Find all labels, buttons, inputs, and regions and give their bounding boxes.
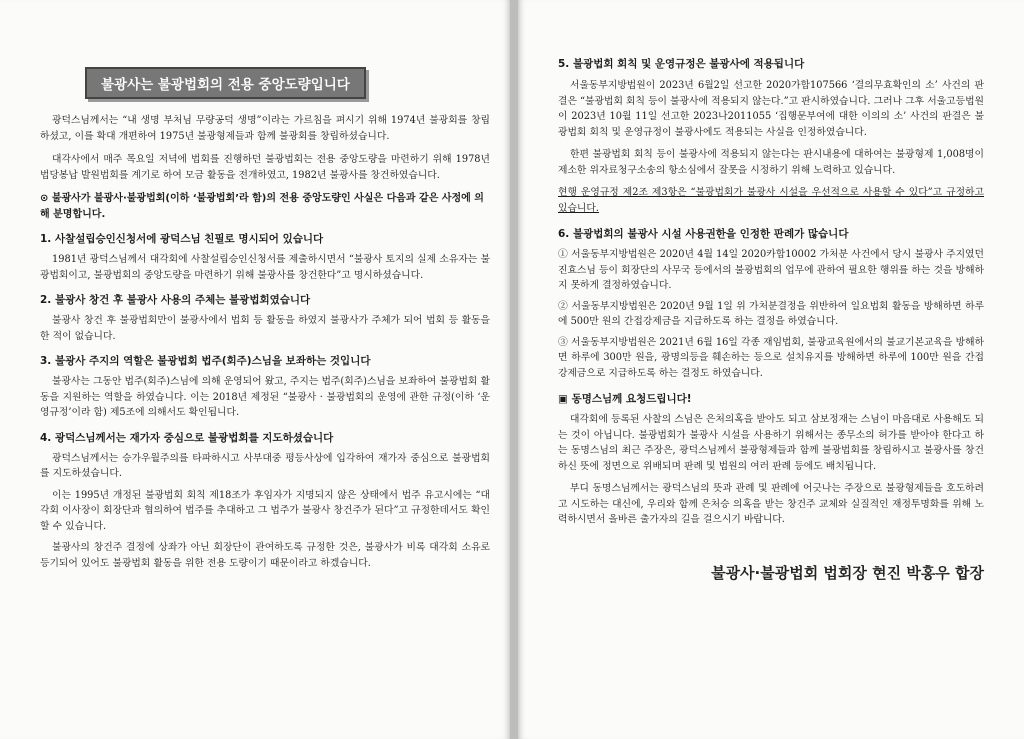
section-6-item-1: ① 서울동부지방법원은 2020년 4월 14일 2020카합10002 가처분 사건에서 당시 불광사 주지였던 진효스님 등이 회장단의 사무국 등에서의 불광법회의 업무에 관하여 필요한 행위를 하는 것을 방해하지 못하게 결정하였습니다. bbox=[558, 249, 984, 291]
paragraph-intro-1: 광덕스님께서는 “내 생명 부처님 무량공덕 생명”이라는 가르침을 펴시기 위해 1974년 불광회를 창립하셨고, 이를 확대 개편하여 1975년 불광형제들과 함께 불광회를 창립하셨습니다. bbox=[40, 115, 490, 142]
section-5-body-3: 현행 운영규정 제2조 제3항은 “불광법회가 불광사 시설을 우선적으로 사용할 수 있다”고 규정하고 있습니다. bbox=[558, 187, 984, 214]
section-4-body-3: 불광사의 창건주 결정에 상좌가 아닌 회장단이 관여하도록 규정한 것은, 불광사가 비록 대각회 소유로 등기되어 있어도 불광법회 활동을 위한 전용 도량이기 때문이라고 하겠습니다. bbox=[40, 542, 490, 569]
paragraph-intro-2: 대각사에서 매주 목요일 저녁에 법회를 진행하던 불광법회는 전용 중앙도량을 마련하기 위해 1978년 법당봉납 발원법회를 계기로 하여 모금 활동을 전개하였고, 1982년 불광사를 창건하였습니다. bbox=[40, 154, 490, 181]
section-3-heading: 3. 불광사 주지의 역할은 불광법회 법주(회주)스님을 보좌하는 것입니다 bbox=[40, 355, 371, 367]
section-4-body-1: 광덕스님께서는 승가우월주의를 타파하시고 사부대중 평등사상에 입각하여 재가자 중심으로 불광법회를 지도하셨습니다. bbox=[40, 452, 490, 479]
section-6-heading: 6. 불광법회의 불광사 시설 사용권한을 인정한 판례가 많습니다 bbox=[558, 228, 849, 240]
right-page bbox=[518, 0, 1024, 739]
page-gutter bbox=[510, 0, 518, 739]
signature: 불광사·불광법회 법회장 현진 박홍우 합장 bbox=[711, 563, 984, 582]
section-4-body-2: 이는 1995년 개정된 불광법회 회칙 제18조가 후임자가 지명되지 않은 상태에서 법주 유고시에는 “대각회 이사장이 회장단과 협의하여 법주를 추대하고 그 법주가 불광사 창건주가 된다”고 규정한데서도 확인할 수 있습니다. bbox=[40, 489, 490, 532]
section-4-heading: 4. 광덕스님께서는 재가자 중심으로 불광법회를 지도하셨습니다 bbox=[40, 431, 334, 444]
section-2-heading: 2. 불광사 창건 후 불광사 사용의 주체는 불광법회였습니다 bbox=[40, 294, 311, 306]
section-1-heading: 1. 사찰설립승인신청서에 광덕스님 친필로 명시되어 있습니다 bbox=[40, 233, 324, 245]
left-page bbox=[0, 0, 510, 739]
request-body-1: 대각회에 등록된 사찰의 스님은 은처의혹을 받아도 되고 삼보정재는 스님이 마음대로 사용해도 되는 것이 아닙니다. 불광법회가 불광사 시설을 사용하기 위해서는 종무소의 허가를 받아야 한다고 하는 동명스님의 최근 주장은, 광덕스님께서 불광형제들과 함께 불광법회를 창립하시고 불광사를 창건하신 뜻에 정면으로 위배되며 판례 및 법원의 여러 판례 등에도 배치됩니다. bbox=[558, 414, 984, 472]
section-3-body: 불광사는 그동안 법주(회주)스님에 의해 운영되어 왔고, 주지는 법주(회주)스님을 보좌하여 불광법회 활동을 지원하는 역할을 하였습니다. 이는 2018년 제정된 “불광사 · 불광법회의 운영에 관한 규정(이하 ‘운영규정’이라 함) 제5조에 의해서도 확인됩니다. bbox=[40, 376, 490, 418]
section-1-body: 1981년 광덕스님께서 대각회에 사찰설립승인신청서를 제출하시면서 “불광사 토지의 실제 소유자는 불광법회이고, 불광법회의 중앙도량을 마련하기 위해 불광사를 창건한다”고 명시하셨습니다. bbox=[40, 254, 490, 281]
section-5-body-2: 한편 불광법회 회칙 등이 불광사에 적용되지 않는다는 판시내용에 대하여는 불광형제 1,008명이 제소한 위자료청구소송의 항소심에서 잘못을 시정하기 위해 노력하고 있습니다. bbox=[558, 149, 984, 176]
section-6-item-3: ③ 서울동부지방법원은 2021년 6월 16일 각종 재임법회, 불광교육원에서의 불교기본교육을 방해하면 하루에 300만 원을, 광명의등을 훼손하는 등으로 설치유지를 방해하면 하루에 100만 원을 간접강제금으로 지급하도록 하는 결정도 하였습니다. bbox=[558, 336, 984, 379]
section-2-body: 불광사 창건 후 불광법회만이 불광사에서 법회 등 활동을 하였지 불광사가 주체가 되어 법회 등 활동을 한 적이 없습니다. bbox=[40, 315, 490, 342]
lead-statement: ⊙ 불광사가 불광사·불광법회(이하 ‘불광법회’라 함)의 전용 중앙도량인 사실은 다음과 같은 사정에 의해 분명합니다. bbox=[40, 193, 484, 220]
section-6-item-2: ② 서울동부지방법원은 2020년 9월 1일 위 가처분결정을 위반하여 일요법회 활동을 방해하면 하루에 500만 원의 간접강제금을 지급하도록 하는 결정을 하였습니다. bbox=[558, 300, 984, 327]
section-5-body-1: 서울동부지방법원이 2023년 6월2일 선고한 2020가합107566 ‘결의무효확인의 소’ 사건의 판결은 “불광법회 회칙 등이 불광사에 적용되지 않는다.”고 판시하였습니다. 그러나 그후 서울고등법원이 2023년 10월 11일 선고한 2023나2011055 ‘집행문부여에 대한 이의의 소’ 사건의 판결은 불광법회 회칙 및 운영규정이 불광사에도 적용되는 사실을 인정하였습니다. bbox=[558, 80, 984, 138]
request-body-2: 부디 동명스님께서는 광덕스님의 뜻과 관례 및 판례에 어긋나는 주장으로 불광형제들을 호도하려고 시도하는 대신에, 우리와 함께 은처승 의혹을 받는 창건주 교체와 실질적인 재정투명화를 위해 노력하시면서 올바른 출가자의 길을 걸으시기 바랍니다. bbox=[558, 483, 984, 525]
page-title: 불광사는 불광법회의 전용 중앙도량입니다 bbox=[85, 67, 366, 99]
request-heading: ▣ 동명스님께 요청드립니다! bbox=[558, 393, 692, 405]
section-5-heading: 5. 불광법회 회칙 및 운영규정은 불광사에 적용됩니다 bbox=[558, 58, 805, 70]
